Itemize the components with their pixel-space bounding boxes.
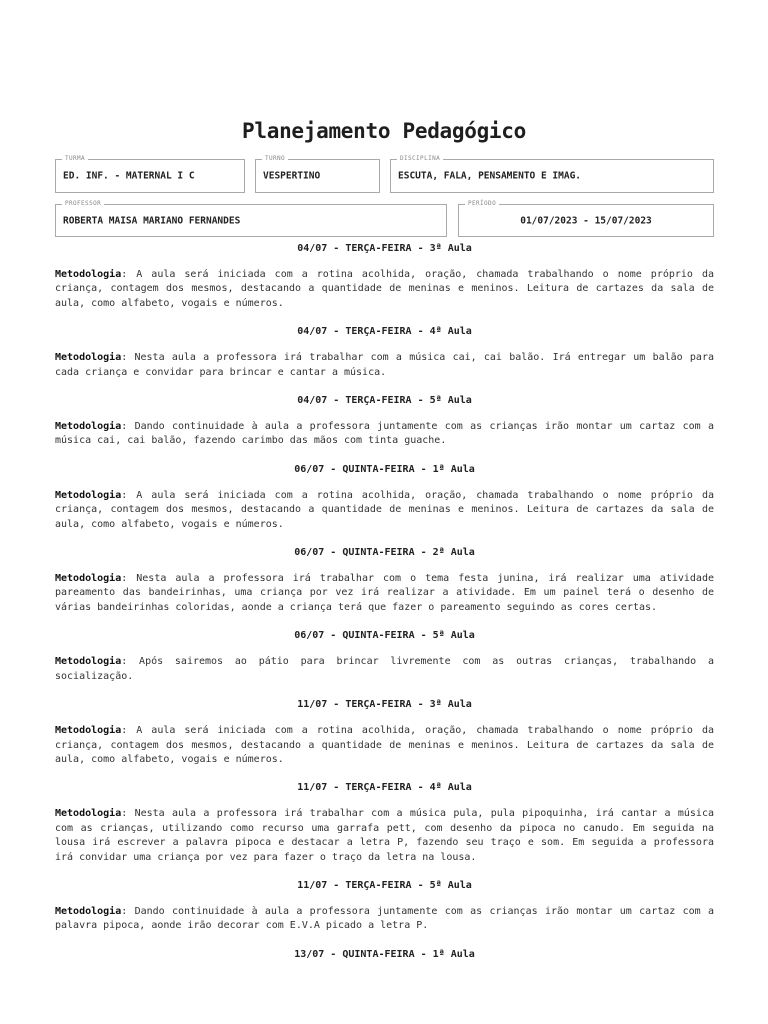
lesson-methodology — [55, 655, 714, 684]
lesson-methodology — [55, 351, 714, 380]
periodo-value: 01/07/2023 - 15/07/2023 — [520, 215, 652, 226]
disciplina-value: ESCUTA, FALA, PENSAMENTO E IMAG. — [398, 170, 582, 182]
turno-field — [255, 155, 380, 193]
lesson-heading: 04/07 - TERÇA-FEIRA - 4ª Aula — [297, 326, 472, 338]
lesson-methodology — [55, 807, 714, 865]
disciplina-label: DISCIPLINA — [397, 154, 443, 164]
periodo-field — [458, 200, 714, 237]
lesson-methodology — [55, 905, 714, 934]
turma-value: ED. INF. - MATERNAL I C — [63, 170, 195, 182]
turma-label: TURMA — [62, 154, 88, 164]
methodology-label: Metodologia — [55, 269, 122, 280]
lesson-heading: 13/07 - QUINTA-FEIRA - 1ª Aula — [294, 948, 475, 960]
lesson-heading: 04/07 - TERÇA-FEIRA - 3ª Aula — [297, 243, 472, 254]
methodology-text: : A aula será iniciada com a rotina acolhida, oração, chamada trabalhando o nome próprio da criança, contagem dos mesmos, destacando a quantidade de meninas e meninos. Leitura de cartazes da sala de aula, como alfabeto, vogais e números. — [55, 725, 714, 765]
turno-label: TURNO — [262, 154, 288, 164]
lesson-heading: 06/07 - QUINTA-FEIRA - 5ª Aula — [294, 630, 475, 642]
page-title: Planejamento Pedagógico — [242, 119, 526, 143]
lesson-heading: 11/07 - TERÇA-FEIRA - 3ª Aula — [297, 699, 472, 711]
methodology-text: : Nesta aula a professora irá trabalhar com a música cai, cai balão. Irá entregar um balão para cada criança e convidar para brincar e cantar a música. — [55, 352, 714, 378]
lesson-methodology — [55, 420, 714, 449]
disciplina-field — [390, 155, 714, 193]
methodology-label: Metodologia — [55, 808, 122, 820]
professor-field — [55, 200, 447, 237]
methodology-text: : Nesta aula a professora irá trabalhar com o tema festa junina, irá realizar uma atividade pareamento das bandeirinhas, uma criança por vez irá realizar a atividade. Em um painel terá o desenho de várias bandeirinhas coloridas, aonde a criança terá que fazer o pareamento seguindo as cores certas. — [55, 573, 714, 613]
methodology-label: Metodologia — [55, 905, 122, 917]
methodology-text: : Nesta aula a professora irá trabalhar com a música pula, pula pipoquinha, irá cantar a música com as crianças, utilizando como recurso uma garrafa pett, com desenho da pipoca no canudo. Em seguida na lousa irá escrever a palavra pipoca e destacar a letra P, fazendo seu traço e som. Em seguida a professora irá convidar uma criança por vez para fazer o traço da letra na lousa. — [55, 808, 714, 863]
methodology-label: Metodologia — [55, 421, 122, 433]
lesson-methodology — [55, 724, 714, 767]
methodology-text: : Dando continuidade à aula a professora juntamente com as crianças irão montar um cartaz com a música cai, cai balão, fazendo carimbo das mãos com tinta guache. — [55, 421, 714, 447]
lesson-plan-content — [55, 242, 714, 974]
lesson-heading: 06/07 - QUINTA-FEIRA - 2ª Aula — [294, 547, 475, 559]
lesson-methodology — [55, 268, 714, 311]
lesson-methodology — [55, 572, 714, 615]
lesson-heading: 04/07 - TERÇA-FEIRA - 5ª Aula — [297, 395, 472, 407]
lesson-heading: 06/07 - QUINTA-FEIRA - 1ª Aula — [294, 463, 475, 475]
methodology-text: : A aula será iniciada com a rotina acolhida, oração, chamada trabalhando o nome próprio da criança, contagem dos mesmos, destacando a quantidade de meninas e meninos. Leitura de cartazes da sala de aula, como alfabeto, vogais e números. — [55, 269, 714, 309]
periodo-label: PERÍODO — [465, 199, 499, 209]
methodology-text: : Após sairemos ao pátio para brincar livremente com as outras crianças, trabalhando a socialização. — [55, 656, 714, 682]
professor-value: ROBERTA MAISA MARIANO FERNANDES — [63, 215, 241, 226]
methodology-label: Metodologia — [55, 352, 122, 364]
methodology-label: Metodologia — [55, 489, 122, 501]
lesson-heading: 11/07 - TERÇA-FEIRA - 4ª Aula — [297, 782, 472, 794]
methodology-text: : Dando continuidade à aula a professora juntamente com as crianças irão montar um cartaz com a palavra pipoca, aonde irão decorar com E.V.A picado a letra P. — [55, 905, 714, 932]
methodology-label: Metodologia — [55, 573, 122, 585]
lesson-methodology — [55, 489, 714, 532]
methodology-label: Metodologia — [55, 656, 122, 668]
turno-value: VESPERTINO — [263, 170, 321, 182]
methodology-text: : A aula será iniciada com a rotina acolhida, oração, chamada trabalhando o nome próprio da criança, contagem dos mesmos, destacando a quantidade de meninas e meninos. Leitura de cartazes da sala de aula, como alfabeto, vogais e números. — [55, 489, 714, 530]
lesson-heading: 11/07 - TERÇA-FEIRA - 5ª Aula — [297, 879, 472, 891]
professor-label: PROFESSOR — [62, 199, 104, 209]
methodology-label: Metodologia — [55, 725, 122, 737]
turma-field — [55, 155, 245, 193]
